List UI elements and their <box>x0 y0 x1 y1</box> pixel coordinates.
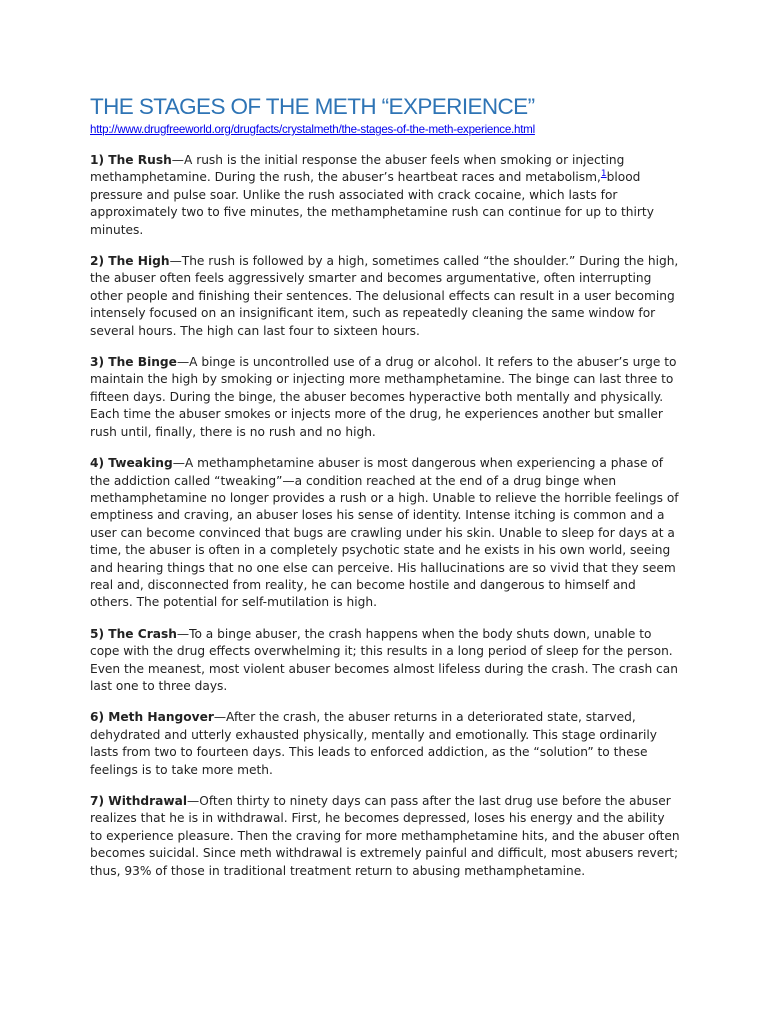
stage-paragraph-withdrawal <box>90 793 680 880</box>
stage-paragraph-high <box>90 253 680 340</box>
source-link[interactable]: http://www.drugfreeworld.org/drugfacts/crystalmeth/the-stages-of-the-meth-experience.html <box>90 123 535 136</box>
stage-paragraph-binge <box>90 354 680 441</box>
stage-text: —A methamphetamine abuser is most dangerous when experiencing a phase of the addiction called “tweaking”—a condition reached at the end of a drug binge when methamphetamine no longer provides a rush or a high. Unable to relieve the horrible feelings of emptiness and craving, an abuser loses his sense of identity. Intense itching is common and a user can become convinced that bugs are crawling under his skin. Unable to sleep for days at a time, the abuser is often in a completely psychotic state and he exists in his own world, seeing and hearing things that no one else can perceive. His hallucinations are so vivid that they seem real and, disconnected from reality, he can become hostile and dangerous to himself and others. The potential for self-mutilation is high. <box>90 456 679 610</box>
stage-heading: 7) Withdrawal <box>90 794 188 808</box>
document-title: THE STAGES OF THE METH “EXPERIENCE” <box>90 94 535 119</box>
stage-paragraph-rush <box>90 152 680 239</box>
stage-text: —To a binge abuser, the crash happens when the body shuts down, unable to cope with the drug effects overwhelming it; this results in a long period of sleep for the person. Even the meanest, most violent abuser becomes almost lifeless during the crash. The crash can last one to three days. <box>90 626 678 693</box>
stage-heading: 5) The Crash <box>90 626 177 641</box>
stage-heading: 6) Meth Hangover <box>90 710 214 725</box>
stage-text: —A rush is the initial response the abuser feels when smoking or injecting methamphetamine. During the rush, the abuser’s heartbeat races and metabolism, <box>90 153 625 185</box>
stage-heading: 3) The Binge <box>90 355 177 370</box>
stage-heading: 1) The Rush <box>90 153 172 167</box>
stage-paragraph-crash <box>90 626 680 696</box>
stage-text: —After the crash, the abuser returns in a deteriorated state, starved, dehydrated and utterly exhausted physically, mentally and emotionally. This stage ordinarily lasts from two to fourteen days. This leads to enforced addiction, as the “solution” to these feelings is to take more meth. <box>90 710 657 777</box>
stage-paragraph-hangover <box>90 709 680 779</box>
stage-text: —A binge is uncontrolled use of a drug or alcohol. It refers to the abuser’s urge to maintain the high by smoking or injecting more methamphetamine. The binge can last three to fifteen days. During the binge, the abuser becomes hyperactive both mentally and physically. Each time the abuser smokes or injects more of the drug, he experiences another but smaller rush until, finally, there is no rush and no high. <box>90 355 677 439</box>
document-page <box>90 92 680 880</box>
stage-text: —The rush is followed by a high, sometimes called “the shoulder.” During the high, the abuser often feels aggressively smarter and becomes argumentative, often interrupting other people and finishing their sentences. The delusional effects can result in a user becoming intensely focused on an insignificant item, such as repeatedly cleaning the same window for several hours. The high can last four to sixteen hours. <box>90 254 679 338</box>
stage-paragraph-tweaking <box>90 455 680 612</box>
footnote-link[interactable]: 1 <box>600 169 607 180</box>
stage-text: —Often thirty to ninety days can pass after the last drug use before the abuser realizes that he is in withdrawal. First, he becomes depressed, loses his energy and the ability to experience pleasure. Then the craving for more methamphetamine hits, and the abuser often becomes suicidal. Since meth withdrawal is extremely painful and difficult, most abusers revert; thus, 93% of those in traditional treatment return to abusing methamphetamine. <box>90 794 680 878</box>
stage-text: blood pressure and pulse soar. Unlike the rush associated with crack cocaine, which lasts for approximately two to five minutes, the methamphetamine rush can continue for up to thirty minutes. <box>90 170 654 237</box>
stage-heading: 4) Tweaking <box>90 456 173 471</box>
stage-heading: 2) The High <box>90 254 170 269</box>
